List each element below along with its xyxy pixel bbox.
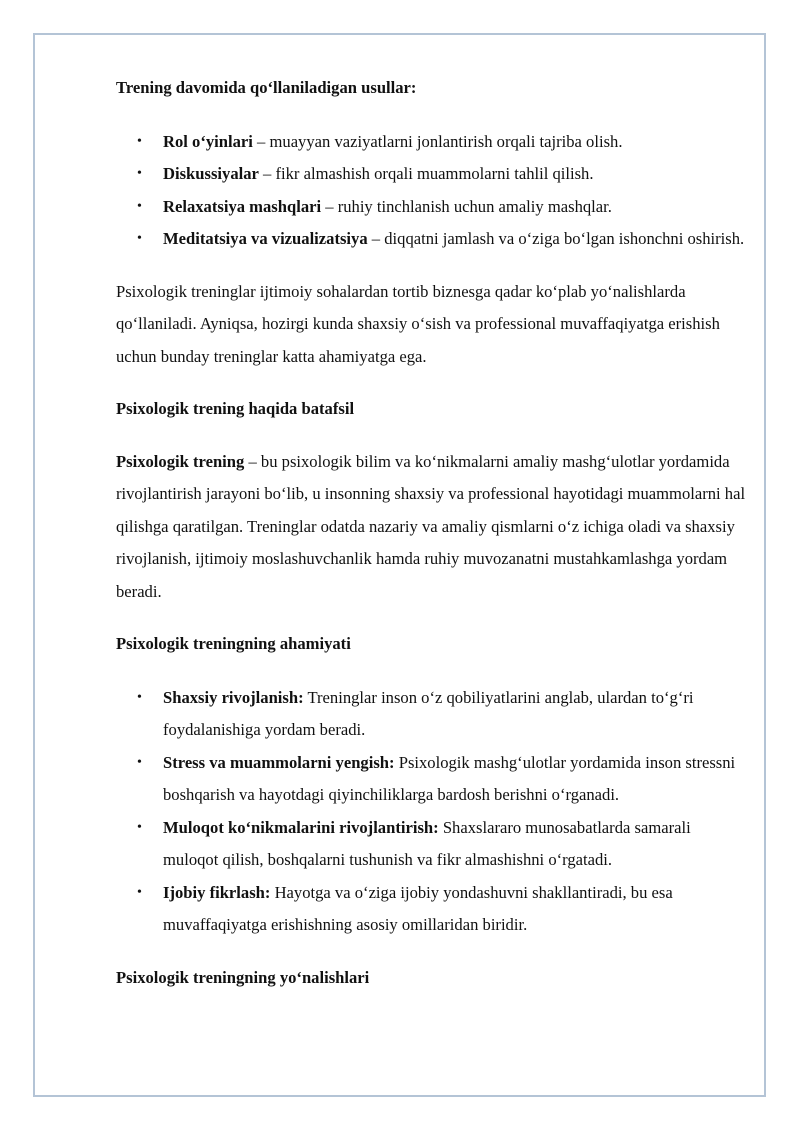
list-item <box>116 191 746 224</box>
list-item <box>116 223 746 256</box>
bullet-icon: • <box>137 133 142 149</box>
importance-list <box>116 682 746 942</box>
document-body <box>116 72 746 994</box>
list-item-term: Shaxsiy rivojlanish: <box>163 687 304 707</box>
bullet-icon: • <box>137 231 142 246</box>
list-item <box>116 126 746 159</box>
section-heading-methods: Trening davomida qo‘llaniladigan usullar: <box>116 78 417 97</box>
list-item-text: Hayotga va o‘ziga ijobiy yondashuvni shakllantiradi, bu esa muvaffaqiyatga erishishning asosiy omillaridan biridir. <box>163 882 673 934</box>
section-heading-importance: Psixologik treningning ahamiyati <box>116 634 351 653</box>
definition-paragraph <box>116 446 746 609</box>
list-item-term: Diskussiyalar <box>163 164 259 183</box>
list-item-text: Shaxslararo munosabatlarda samarali muloqot qilish, boshqalarni tushunish va fikr almashishni o‘rgatadi. <box>163 817 691 869</box>
list-item-text: Psixologik mashg‘ulotlar yordamida inson stressni boshqarish va hayotdagi qiyinchiliklarga bardosh berishni o‘rganadi. <box>163 752 736 804</box>
intro-paragraph: Psixologik treninglar ijtimoiy sohalardan tortib biznesga qadar ko‘plab yo‘nalishlarda qo‘llaniladi. Ayniqsa, hozirgi kunda shaxsiy o‘sish va professional muvaffaqiyatga erishish uchun bunday treninglar katta ahamiyatga ega. <box>116 281 720 366</box>
definition-text: – bu psixologik bilim va ko‘nikmalarni amaliy mashg‘ulotlar yordamida rivojlantirish jarayoni bo‘lib, u insonning shaxsiy va professional hayotidagi muammolarni hal qilishga qaratilgan. Treninglar odatda nazariy va amaliy qismlarni o‘z ichiga oladi va shaxsiy rivojlanish, ijtimoiy moslashuvchanlik hamda ruhiy muvozanatni mustahkamlashga yordam beradi. <box>116 451 746 601</box>
list-item <box>116 877 746 942</box>
list-item-term: Stress va muammolarni yengish: <box>163 752 395 772</box>
bullet-icon: • <box>137 754 142 770</box>
list-item-term: Ijobiy fikrlash: <box>163 882 271 902</box>
list-item-term: Relaxatsiya mashqlari <box>163 196 322 216</box>
list-item-term: Rol o‘yinlari <box>163 131 253 151</box>
list-item <box>116 682 746 747</box>
section-heading-details: Psixologik trening haqida batafsil <box>116 399 355 418</box>
bullet-icon: • <box>137 884 142 900</box>
section-heading-directions: Psixologik treningning yo‘nalishlari <box>116 967 370 987</box>
list-item-term: Meditatsiya va vizualizatsiya <box>163 229 368 248</box>
list-item <box>116 747 746 812</box>
list-item-text: – ruhiy tinchlanish uchun amaliy mashqlar. <box>321 196 612 216</box>
list-item-text: – fikr almashish orqali muammolarni tahlil qilish. <box>258 164 594 183</box>
bullet-icon: • <box>137 689 142 705</box>
methods-list <box>116 126 746 256</box>
list-item-term: Muloqot ko‘nikmalarini rivojlantirish: <box>163 817 439 837</box>
list-item <box>116 158 746 191</box>
list-item-text: – muayyan vaziyatlarni jonlantirish orqali tajriba olish. <box>252 131 623 151</box>
list-item-text: – diqqatni jamlash va o‘ziga bo‘lgan ishonchni oshirish. <box>367 229 745 248</box>
list-item <box>116 812 746 877</box>
bullet-icon: • <box>137 819 142 835</box>
bullet-icon: • <box>137 198 142 214</box>
definition-term: Psixologik trening <box>116 451 245 471</box>
bullet-icon: • <box>137 166 142 181</box>
list-item-text: Treninglar inson o‘z qobiliyatlarini anglab, ulardan to‘g‘ri foydalanishiga yordam beradi. <box>163 687 694 739</box>
